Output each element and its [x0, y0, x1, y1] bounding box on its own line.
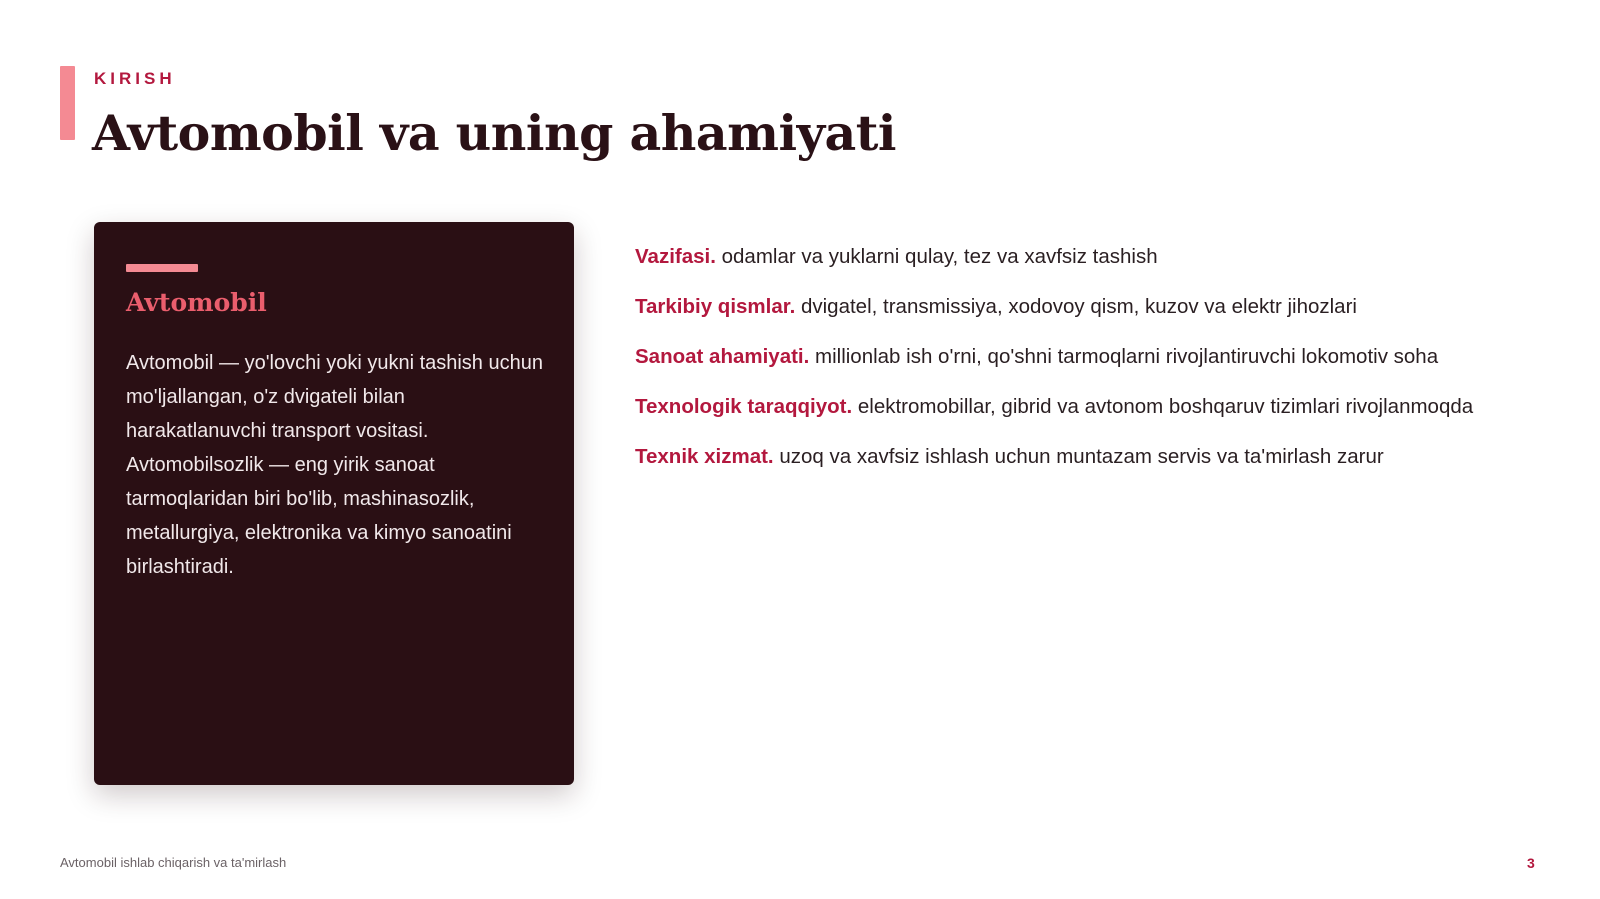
definition-card: [94, 222, 574, 785]
key-point-text: millionlab ish o'rni, qo'shni tarmoqlarni rivojlantiruvchi lokomotiv soha: [809, 345, 1439, 368]
slide-title: Avtomobil va uning ahamiyati: [92, 104, 897, 162]
card-title: Avtomobil: [126, 288, 267, 317]
key-point: [635, 391, 1515, 422]
key-point: [635, 241, 1515, 272]
page-number: 3: [1527, 855, 1535, 871]
key-point-text: uzoq va xavfsiz ishlash uchun muntazam servis va ta'mirlash zarur: [773, 445, 1384, 468]
key-point-label: Vazifasi.: [635, 245, 716, 268]
footer-course-title: Avtomobil ishlab chiqarish va ta'mirlash: [60, 855, 287, 870]
key-point-text: dvigatel, transmissiya, xodovoy qism, kuzov va elektr jihozlari: [795, 295, 1357, 318]
key-point-label: Texnologik taraqqiyot.: [635, 395, 853, 418]
key-point: [635, 341, 1515, 372]
key-point-label: Tarkibiy qismlar.: [635, 295, 796, 318]
header-accent-bar: [60, 66, 75, 140]
key-point: [635, 291, 1515, 322]
key-point: [635, 441, 1515, 472]
key-point-text: elektromobillar, gibrid va avtonom boshqaruv tizimlari rivojlanmoqda: [852, 395, 1474, 418]
card-body-text: Avtomobil — yo'lovchi yoki yukni tashish uchun mo'ljallangan, o'z dvigateli bilan harakatlanuvchi transport vositasi. Avtomobilsozlik — eng yirik sanoat tarmoqlaridan biri bo'lib, mashinasozlik, metallurgiya, elektronika va kimyo sanoatini birlashtiradi.: [126, 352, 543, 578]
key-point-label: Texnik xizmat.: [635, 445, 774, 468]
key-point-text: odamlar va yuklarni qulay, tez va xavfsiz tashish: [715, 245, 1158, 268]
key-point-label: Sanoat ahamiyati.: [635, 345, 810, 368]
card-accent-rule: [126, 264, 198, 272]
key-points-list: [635, 241, 1515, 491]
section-kicker: KIRISH: [94, 69, 176, 88]
